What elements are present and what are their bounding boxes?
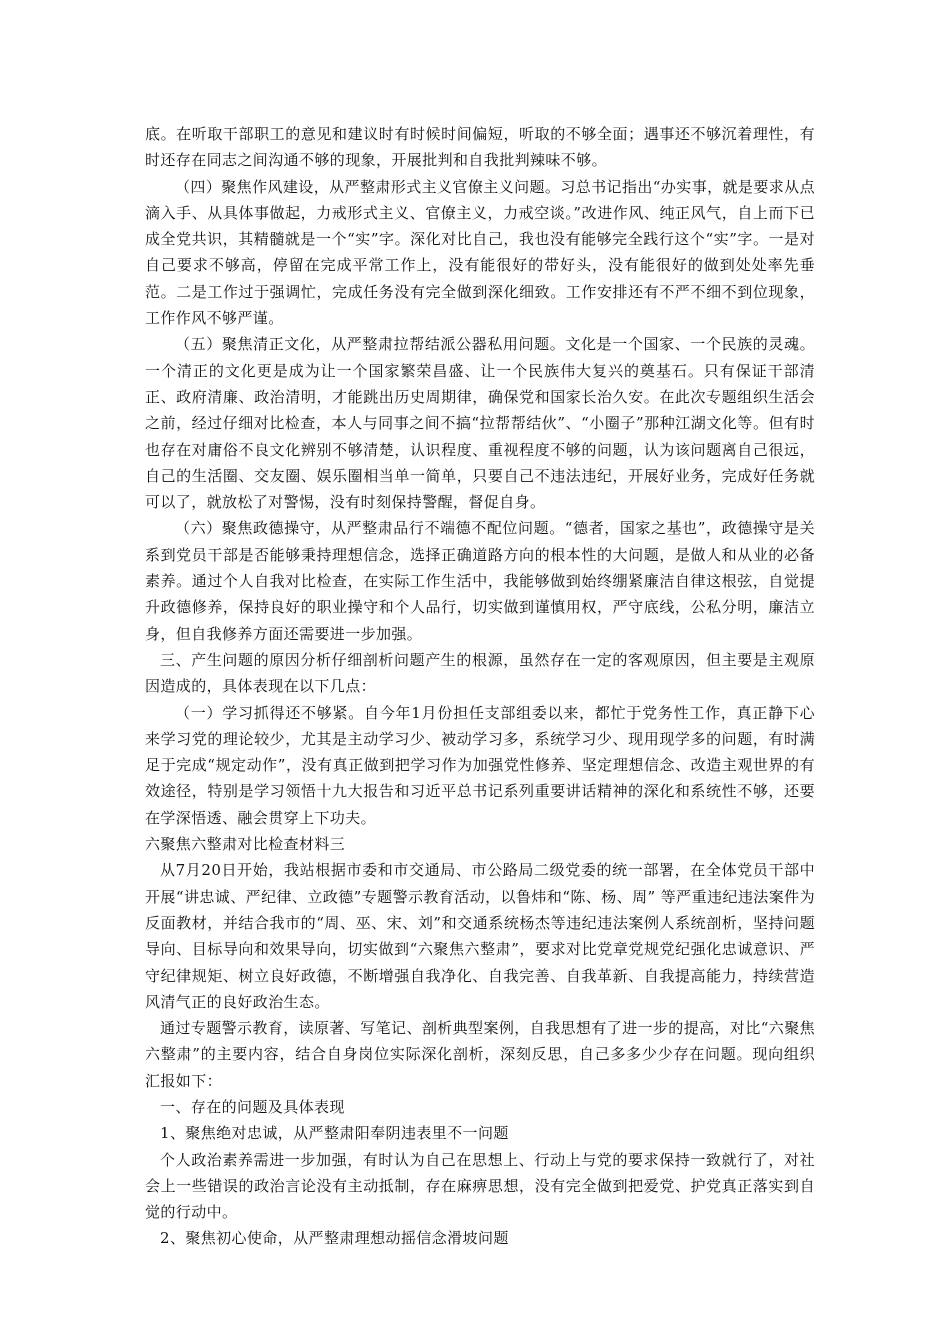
document-body — [145, 121, 815, 1252]
subheading-loyalty: 1、聚焦绝对忠诚，从严整肃阳奉阴违表里不一问题 — [160, 1124, 509, 1143]
paragraph-continuation: 底。在听取干部职工的意见和建议时有时候时间偏短，听取的不够全面；遇事还不够沉着理性，有时还存在同志之间沟通不够的现象，开展批判和自我批判辣味不够。 — [145, 125, 815, 170]
paragraph-loyalty: 个人政治素养需进一步加强，有时认为自己在思想上、行动上与党的要求保持一致就行了，对社会上一些错误的政治言论没有主动抵制，存在麻痹思想，没有完全做到把爱党、护党真正落实到自觉的行动中。 — [145, 1150, 815, 1222]
section-heading-problems: 一、存在的问题及具体表现 — [160, 1097, 345, 1116]
paragraph-section-six: （六）聚焦政德操守，从严整肃品行不端德不配位问题。“德者，国家之基也”，政德操守是关系到党员干部是否能够秉持理想信念，选择正确道路方向的根本性的大问题，是做人和从业的必备素养。通过个人自我对比检查，在实际工作生活中，我能够做到始终绷紧廉洁自律这根弦，自觉提升政德修养，保持良好的职业操守和个人品行，切实做到谨慎用权，严守底线，公私分明，廉洁立身，但自我修养方面还需要进一步加强。 — [145, 519, 815, 643]
paragraph-cause-one: （一）学习抓得还不够紧。自今年1月份担任支部组委以来，都忙于党务性工作，真正静下心来学习党的理论较少，尤其是主动学习少、被动学习多，系统学习少、现用现学多的问题，有时满足于完成“规定动作”，没有真正做到把学习作为加强党性修养、坚定理想信念、改造主观世界的有效途径，特别是学习领悟十九大报告和习近平总书记系列重要讲话精神的深化和系统性不够，还要在学深悟透、融会贯穿上下功夫。 — [145, 703, 815, 827]
subheading-mission: 2、聚焦初心使命，从严整肃理想动摇信念滑坡问题 — [160, 1229, 509, 1248]
paragraph-cause-analysis: 三、产生问题的原因分析仔细剖析问题产生的根源，虽然存在一定的客观原因，但主要是主观原因造成的，具体表现在以下几点： — [145, 650, 815, 696]
paragraph-report: 通过专题警示教育，读原著、写笔记、剖析典型案例，自我思想有了进一步的提高，对比“六聚焦六整肃”的主要内容，结合自身岗位实际深化剖析，深刻反思，自己多多少少存在问题。现向组织汇报如下： — [145, 1019, 815, 1090]
paragraph-intro: 从7月20日开始，我站根据市委和市交通局、市公路局二级党委的统一部署，在全体党员干部中开展“讲忠诚、严纪律、立政德”专题警示教育活动，以鲁炜和“陈、杨、周” 等严重违纪违法案件为反面教材，并结合我市的“周、巫、宋、刘”和交通系统杨杰等违纪违法案例人系统剖析，坚持问题导向、目标导向和效果导向，切实做到“六聚焦六整肃”，要求对比党章党规党纪强化忠诚意识、严守纪律规矩、树立良好政德，不断增强自我净化、自我完善、自我革新、自我提高能力，持续营造风清气正的良好政治生态。 — [145, 861, 815, 1011]
paragraph-section-four: （四）聚焦作风建设，从严整肃形式主义官僚主义问题。习总书记指出“办实事，就是要求从点滴入手、从具体事做起，力戒形式主义、官僚主义，力戒空谈。”改进作风、纯正风气，自上而下已成全党共识，其精髓就是一个“实”字。深化对比自己，我也没有能够完全践行这个“实”字。一是对自己要求不够高，停留在完成平常工作上，没有能很好的带好头，没有能很好的做到处处率先垂范。二是工作过于强调忙，完成任务没有完全做到深化细致。工作安排还有不严不细不到位现象，工作作风不够严谨。 — [145, 177, 815, 328]
document-heading: 六聚焦六整肃对比检查材料三 — [145, 835, 346, 854]
paragraph-section-five: （五）聚焦清正文化，从严整肃拉帮结派公器私用问题。文化是一个国家、一个民族的灵魂。一个清正的文化更是成为让一个国家繁荣昌盛、让一个民族伟大复兴的奠基石。只有保证干部清正、政府清廉、政治清明，才能跳出历史周期律，确保党和国家长治久安。在此次专题组织生活会之前，经过仔细对比检查，本人与同事之间不搞“拉帮帮结伙”、“小圈子”那种江湖文化等。但有时也存在对庸俗不良文化辨别不够清楚，认识程度、重视程度不够的问题，认为该问题离自己很远，自己的生活圈、交友圈、娱乐圈相当单一简单，只要自己不违法违纪，开展好业务，完成好任务就可以了，就放松了对警惕，没有时刻保持警醒，督促自身。 — [145, 335, 815, 512]
